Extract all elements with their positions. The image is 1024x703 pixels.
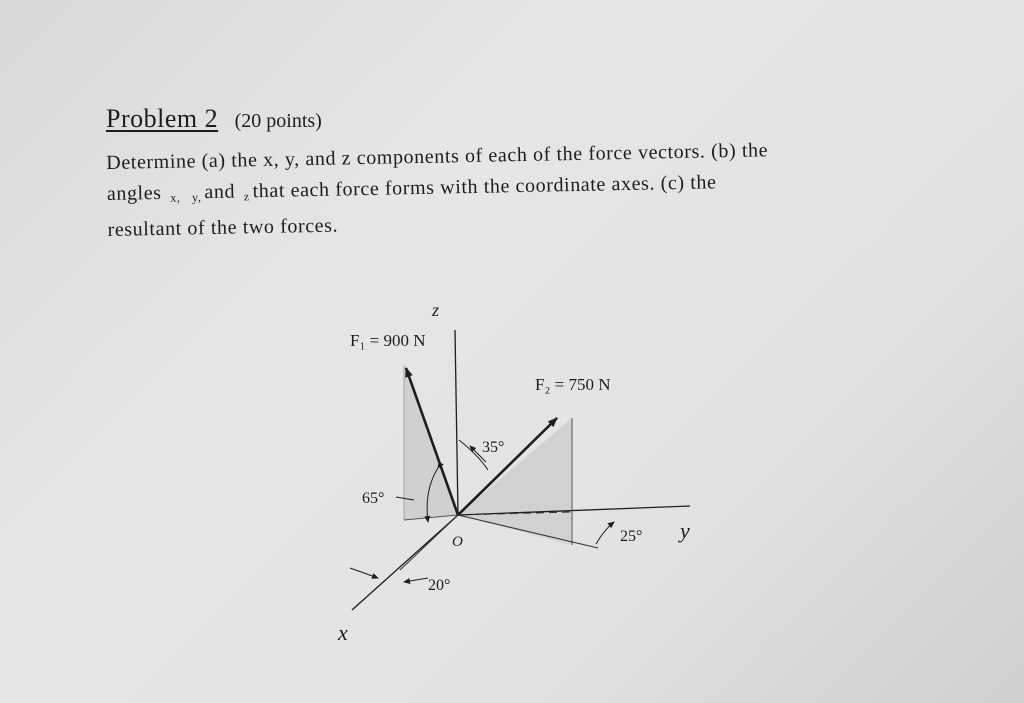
problem-title: Problem 2	[106, 104, 219, 133]
angle-25-label: 25°	[620, 528, 643, 545]
statement-line-3: resultant of the two forces.	[107, 214, 339, 241]
problem-points: (20 points)	[234, 110, 322, 132]
f2-label: F₂ = 750 N	[535, 375, 611, 394]
angle-20-arrow-left	[350, 568, 378, 578]
x-axis-label: x	[338, 620, 348, 645]
f2-plane-shading	[458, 418, 572, 545]
angle-20-arrow-right	[404, 578, 428, 582]
x-axis	[352, 515, 458, 610]
statement-angles-word: angles	[106, 181, 162, 205]
angle-25-arc	[596, 522, 614, 544]
origin-label: O	[452, 534, 463, 550]
subscript-y: y,	[191, 190, 202, 205]
y-axis-label: y	[680, 518, 690, 543]
angle-20-label: 20°	[428, 577, 451, 594]
f1-label: F₁ = 900 N	[350, 331, 426, 350]
statement-line-1: Determine (a) the x, y, and z components of each of the force vectors. (b) the	[106, 139, 769, 174]
subscript-x: x,	[170, 190, 181, 205]
statement-line-2-rest: that each force forms with the coordinate axes. (c) the	[252, 171, 717, 203]
z-axis-label: z	[432, 300, 440, 320]
angle-65-label: 65°	[362, 490, 385, 507]
subscript-z: z	[243, 189, 250, 204]
angle-35-label: 35°	[482, 439, 505, 456]
f1-lower-line	[400, 515, 458, 570]
statement-and-word: and	[204, 180, 236, 204]
z-axis	[455, 330, 458, 515]
